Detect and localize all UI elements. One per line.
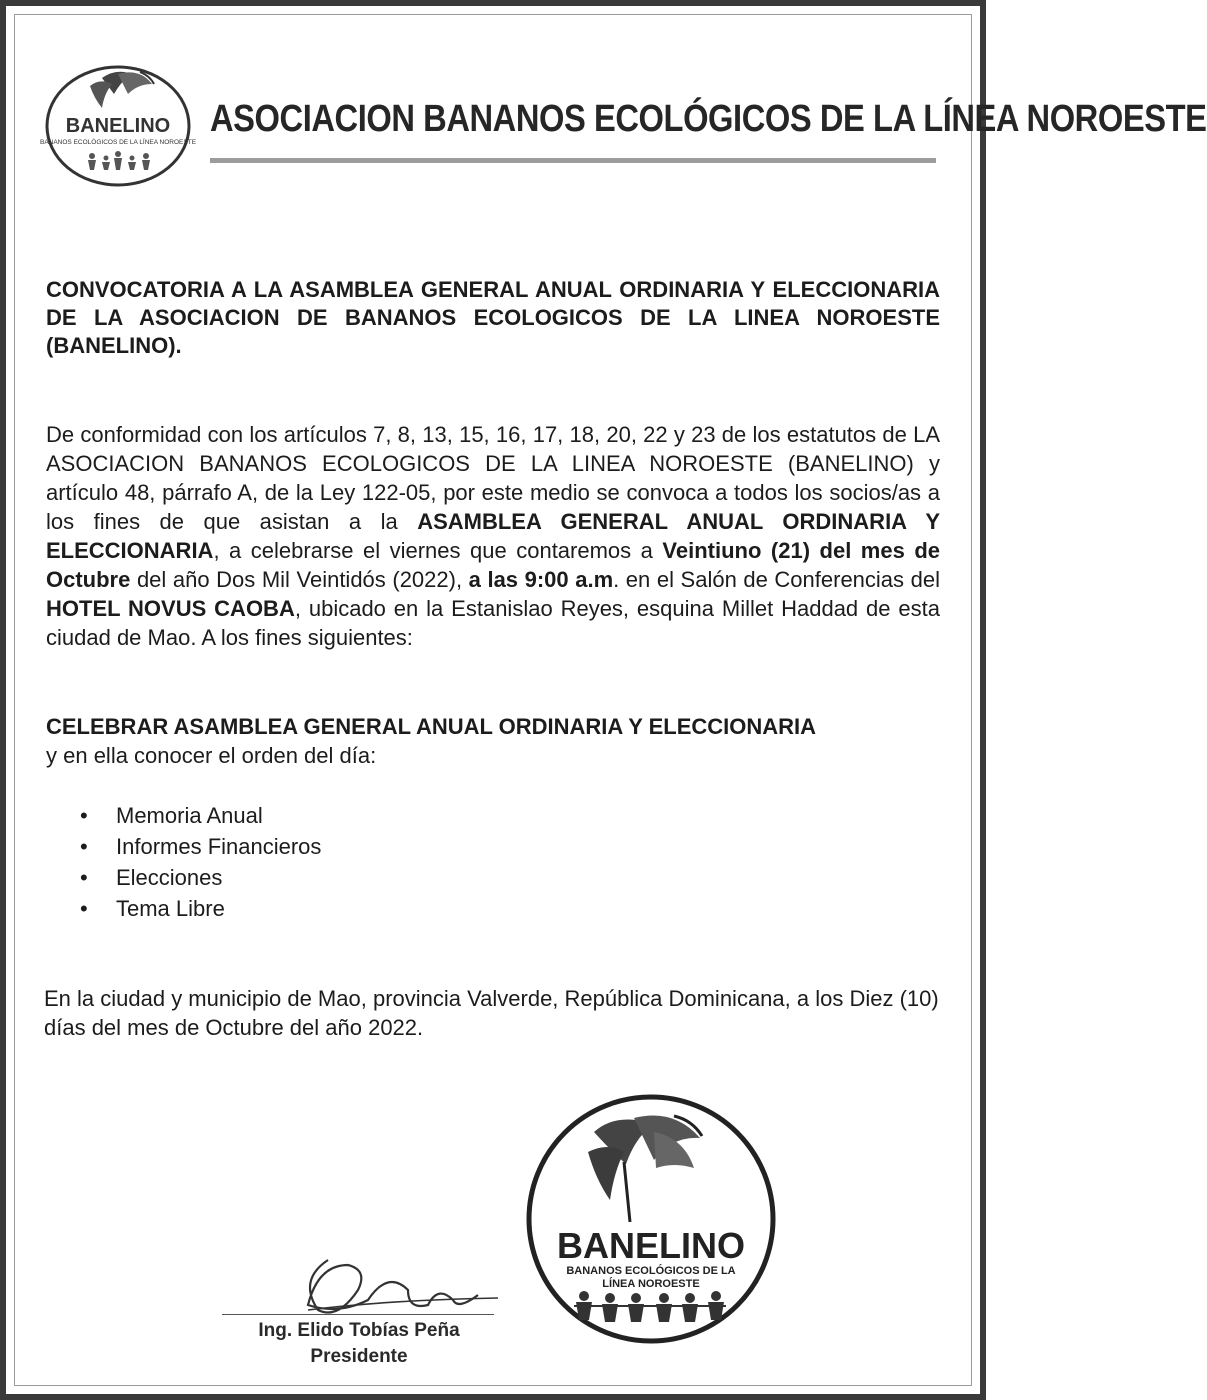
signature-scribble [288, 1250, 518, 1330]
list-item [80, 893, 321, 924]
bullet-icon: • [80, 803, 88, 828]
inner-border [14, 14, 1207, 1386]
banelino-logo [39, 64, 197, 188]
logo-text: BANELINO [65, 115, 171, 137]
agenda-intro [46, 712, 940, 770]
agenda-item-label: Memoria Anual [116, 803, 263, 828]
signer-title: Presidente [310, 1346, 408, 1367]
assembly-name: ASAMBLEA GENERAL ANUAL ORDINARIA Y ELECCIONARIA [46, 509, 941, 563]
seal-subtext-1: BANANOS ECOLÓGICOS DE LA [566, 1265, 736, 1277]
agenda-intro-text: y en ella conocer el orden del día: [46, 743, 377, 768]
organization-name: ASOCIACION BANANOS ECOLÓGICOS DE LA LÍNEA NOROESTE [210, 98, 1207, 140]
convocation-paragraph [46, 420, 940, 652]
list-item [80, 800, 321, 831]
list-item [80, 862, 321, 893]
seal-subtext-2: LÍNEA NOROESTE [602, 1278, 700, 1290]
closing-paragraph: En la ciudad y municipio de Mao, provincia Valverde, República Dominicana, a los Diez (10) días del mes de Octubre del año 2022. [44, 986, 939, 1040]
paragraph-text-1: De conformidad con los artículos 7, 8, 13, 15, 16, 17, 18, 20, 22 y 23 de los estatutos de LA ASOCIACION BANANOS ECOLOGICOS DE LA LINEA NOROESTE (BANELINO) y artículo 48, párrafo A, de la Ley 122-05, por este medio se convoca a todos los socios/as a los fines de que asistan a la [46, 422, 940, 534]
logo-subtext: BANANOS ECOLÓGICOS DE LA LÍNEA NOROESTE [39, 139, 197, 146]
agenda-item-label: Elecciones [116, 865, 223, 890]
paragraph-text-4: . en el Salón de Conferencias del [613, 567, 940, 592]
paragraph-text-3: del año Dos Mil Veintidós (2022), [136, 567, 463, 592]
signer-name: Ing. Elido Tobías Peña [258, 1320, 460, 1341]
seal-text: BANELINO [557, 1225, 745, 1266]
paragraph-text-5: , ubicado en la Estanislao Reyes, esquina Millet Haddad de esta ciudad de Mao. A los fines siguientes: [46, 596, 941, 650]
agenda-list [80, 800, 321, 924]
signature-line [222, 1314, 494, 1315]
bullet-icon: • [80, 834, 88, 859]
agenda-item-label: Tema Libre [116, 896, 225, 921]
venue-name: HOTEL NOVUS CAOBA [46, 596, 295, 621]
bullet-icon: • [80, 896, 88, 921]
agenda-item-label: Informes Financieros [116, 834, 322, 859]
meeting-time: a las 9:00 a.m [468, 567, 614, 592]
meeting-date: Veintiuno (21) del mes de Octubre [46, 538, 940, 592]
bullet-icon: • [80, 865, 88, 890]
paragraph-text-2: , a celebrarse el viernes que contaremos a [213, 538, 653, 563]
list-item [80, 831, 321, 862]
document-title: CONVOCATORIA A LA ASAMBLEA GENERAL ANUAL ORDINARIA Y ELECCIONARIA DE LA ASOCIACION DE BANANOS ECOLOGICOS DE LA LINEA NOROESTE (BANELINO). [46, 277, 940, 358]
header-divider [210, 158, 936, 163]
banelino-seal [524, 1092, 778, 1346]
agenda-heading: CELEBRAR ASAMBLEA GENERAL ANUAL ORDINARIA Y ELECCIONARIA [46, 714, 817, 739]
